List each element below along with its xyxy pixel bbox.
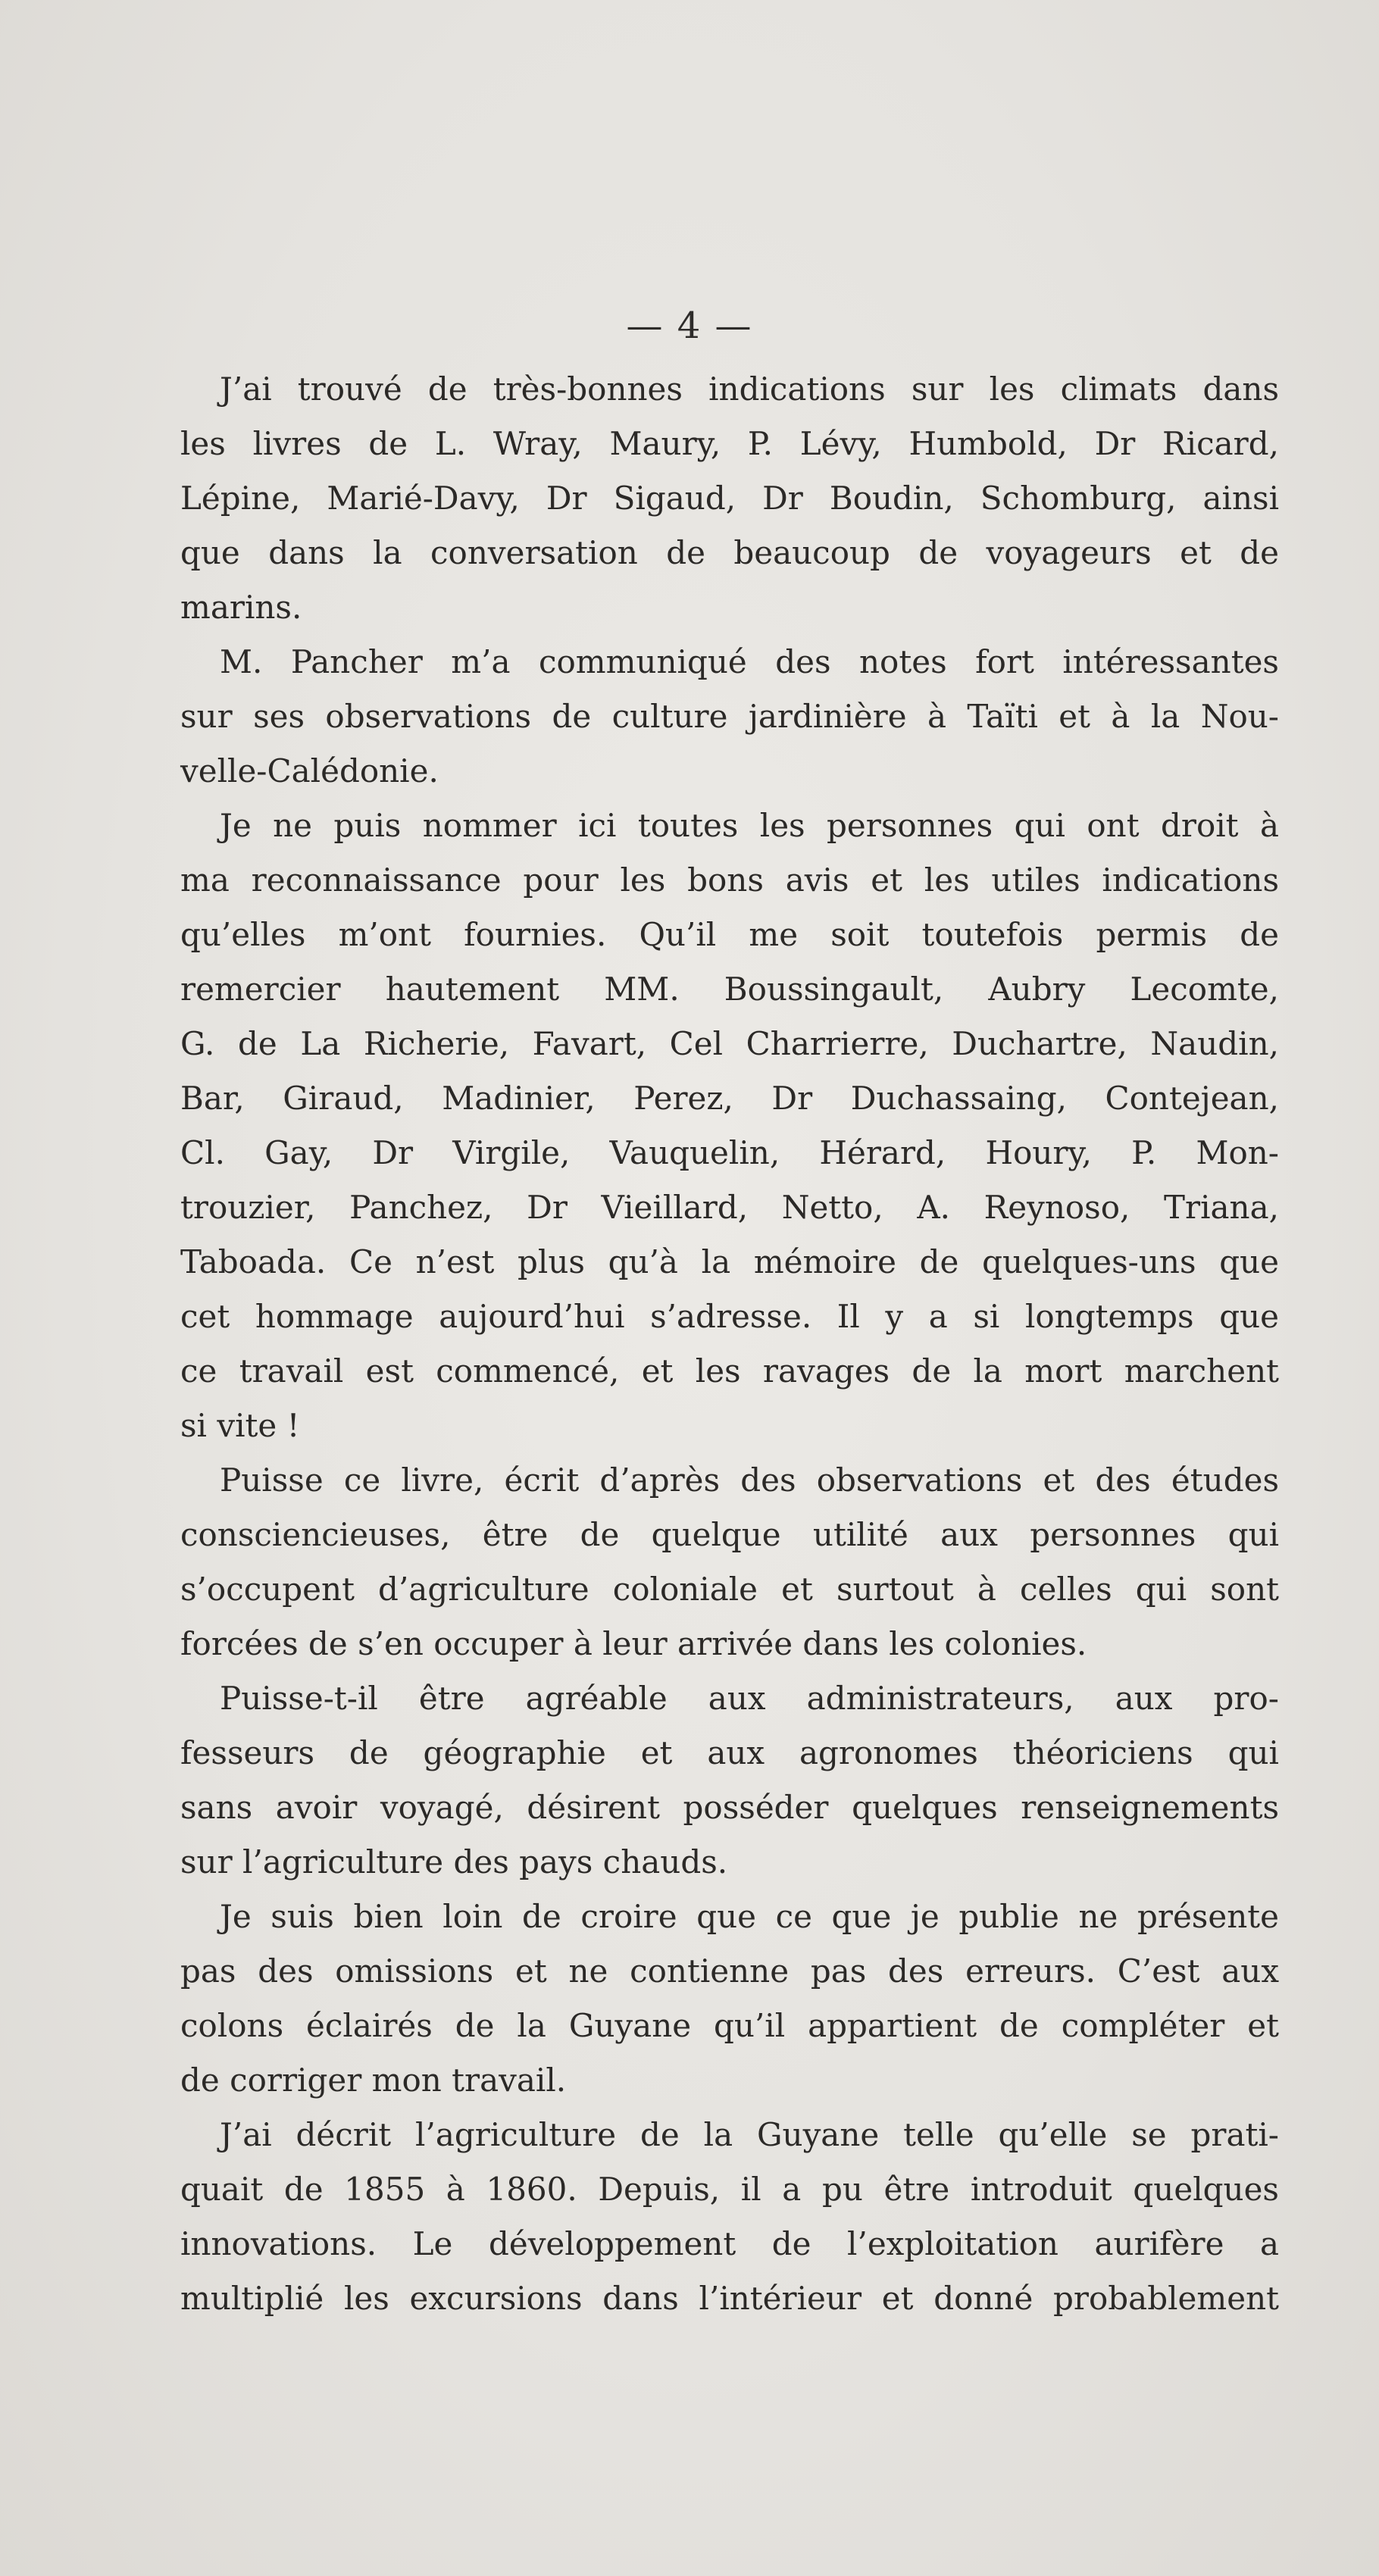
text-line: J’ai trouvé de très-bonnes indications sur les climats dans [220,370,1279,408]
text-line: Cl. Gay, Dr Virgile, Vauquelin, Hérard, Houry, P. Mon- [180,1134,1279,1171]
text-line: s’occupent d’agriculture coloniale et surtout à celles qui sont [180,1571,1279,1608]
paragraph [180,1890,1279,2108]
text-line: quait de 1855 à 1860. Depuis, il a pu être introduit quelques [180,2171,1279,2208]
paragraph [180,799,1279,1453]
text-line: velle-Calédonie. [180,752,439,789]
text-line: trouzier, Panchez, Dr Vieillard, Netto, A. Reynoso, Triana, [180,1189,1279,1226]
text-line: que dans la conversation de beaucoup de voyageurs et de [180,534,1279,571]
text-line: M. Pancher m’a communiqué des notes fort intéressantes [220,643,1279,680]
text-line: J’ai décrit l’agriculture de la Guyane telle qu’elle se prati- [220,2116,1279,2153]
text-line: forcées de s’en occuper à leur arrivée dans les colonies. [180,1625,1087,1662]
text-line: Je suis bien loin de croire que ce que je publie ne présente [220,1898,1279,1935]
text-line: consciencieuses, être de quelque utilité aux personnes qui [180,1516,1279,1553]
text-line: multiplié les excursions dans l’intérieur et donné probablement [180,2280,1279,2317]
body-text [180,362,1279,2326]
text-line: sans avoir voyagé, désirent posséder quelques renseignements [180,1789,1279,1826]
paragraph [180,1671,1279,1890]
text-line: ce travail est commencé, et les ravages de la mort marchent [180,1352,1279,1390]
text-line: remercier hautement MM. Boussingault, Aubry Lecomte, [180,971,1279,1008]
text-line: Puisse-t-il être agréable aux administrateurs, aux pro- [220,1680,1279,1717]
text-line: colons éclairés de la Guyane qu’il appartient de compléter et [180,2007,1279,2044]
text-line: innovations. Le développement de l’exploitation aurifère a [180,2225,1279,2262]
text-line: de corriger mon travail. [180,2062,567,2099]
text-line: sur l’agriculture des pays chauds. [180,1843,728,1880]
page-number: — 4 — [626,305,753,347]
text-line: Puisse ce livre, écrit d’après des observations et des études [220,1462,1279,1499]
paragraph [180,362,1279,635]
text-line: cet hommage aujourd’hui s’adresse. Il y a si longtemps que [180,1298,1279,1335]
paragraph [180,635,1279,799]
text-line: marins. [180,589,302,626]
text-line: G. de La Richerie, Favart, Cel Charrierre, Duchartre, Naudin, [180,1025,1279,1062]
text-line: qu’elles m’ont fournies. Qu’il me soit toutefois permis de [180,916,1279,953]
text-line: pas des omissions et ne contienne pas des erreurs. C’est aux [180,1952,1279,1990]
text-line: Taboada. Ce n’est plus qu’à la mémoire de quelques-uns que [180,1243,1279,1280]
paragraph [180,1453,1279,1671]
paragraph [180,2108,1279,2326]
text-line: ma reconnaissance pour les bons avis et les utiles indications [180,861,1279,899]
text-line: les livres de L. Wray, Maury, P. Lévy, Humbold, Dr Ricard, [180,425,1279,462]
text-line: fesseurs de géographie et aux agronomes théoriciens qui [180,1734,1279,1771]
text-line: Je ne puis nommer ici toutes les personnes qui ont droit à [220,807,1279,844]
text-line: Lépine, Marié-Davy, Dr Sigaud, Dr Boudin, Schomburg, ainsi [180,480,1279,517]
text-line: Bar, Giraud, Madinier, Perez, Dr Duchassaing, Contejean, [180,1080,1279,1117]
text-line: sur ses observations de culture jardinière à Taïti et à la Nou- [180,698,1279,735]
text-line: si vite ! [180,1407,300,1444]
